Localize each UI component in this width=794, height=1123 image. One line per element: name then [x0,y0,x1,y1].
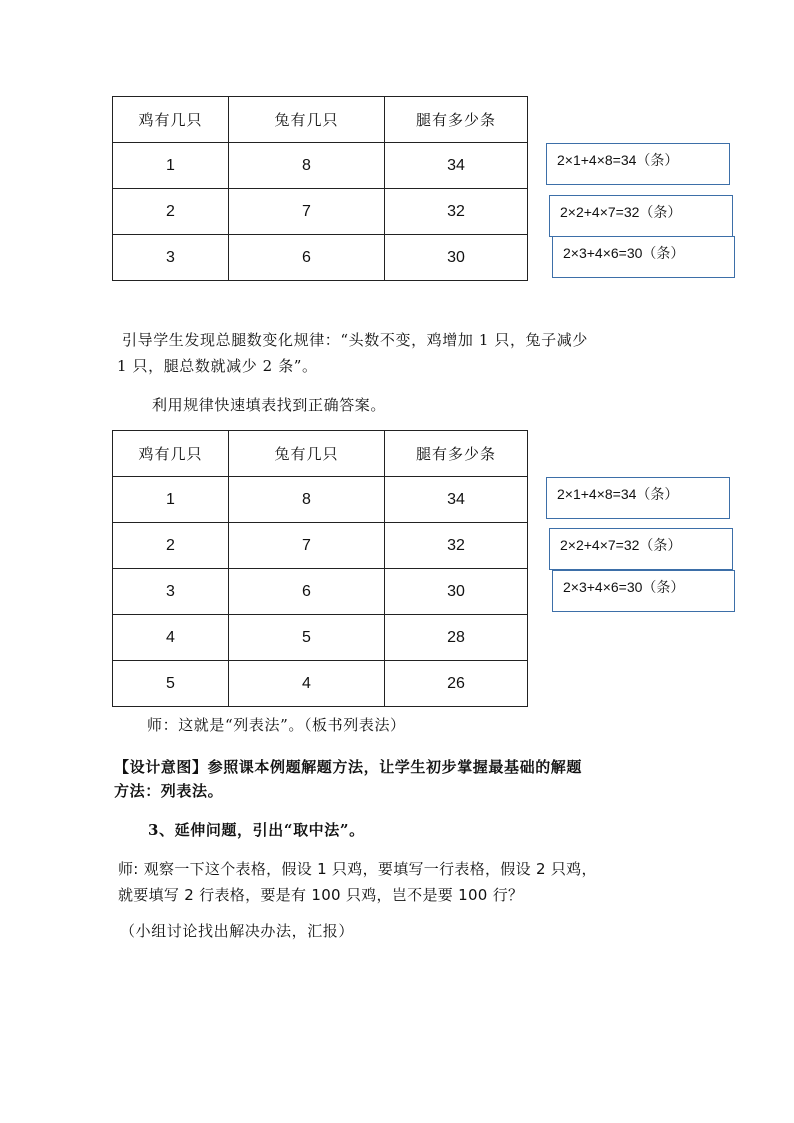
cell-rabbits: 7 [229,523,385,569]
cell-chickens: 2 [113,189,229,235]
cell-chickens: 3 [113,235,229,281]
header-legs: 腿有多少条 [385,97,528,143]
cell-rabbits: 6 [229,569,385,615]
leg-count-table-1 [112,96,528,281]
formula-box: 2×1+4×8=34（条） [546,477,730,519]
formula-box: 2×2+4×7=32（条） [549,195,733,237]
group-discussion-text: （小组讨论找出解决办法，汇报） [120,922,355,940]
table-header-row [113,431,528,477]
header-rabbits: 兔有几只 [229,431,385,477]
cell-rabbits: 8 [229,143,385,189]
formula-box: 2×2+4×7=32（条） [549,528,733,570]
formula-box: 2×3+4×6=30（条） [552,570,735,612]
guide-text-line1: 引导学生发现总腿数变化规律：“头数不变，鸡增加 1 只，兔子减少 [122,331,588,349]
header-rabbits: 兔有几只 [229,97,385,143]
cell-rabbits: 8 [229,477,385,523]
cell-rabbits: 7 [229,189,385,235]
cell-chickens: 1 [113,143,229,189]
cell-rabbits: 5 [229,615,385,661]
cell-chickens: 2 [113,523,229,569]
cell-rabbits: 6 [229,235,385,281]
teacher-list-method-text: 师：这就是“列表法”。（板书列表法） [147,716,406,734]
table-row [113,661,528,707]
design-intent-line1: 【设计意图】参照课本例题解题方法，让学生初步掌握最基础的解题 [114,758,583,776]
fill-quick-text: 利用规律快速填表找到正确答案。 [152,396,387,414]
cell-legs: 32 [385,189,528,235]
table-row [113,523,528,569]
leg-count-table-2 [112,430,528,707]
table-row [113,569,528,615]
cell-chickens: 4 [113,615,229,661]
cell-legs: 34 [385,143,528,189]
table-row [113,143,528,189]
formula-box: 2×3+4×6=30（条） [552,236,735,278]
cell-chickens: 1 [113,477,229,523]
cell-rabbits: 4 [229,661,385,707]
header-legs: 腿有多少条 [385,431,528,477]
design-intent-line2: 方法：列表法。 [114,782,224,800]
cell-chickens: 5 [113,661,229,707]
cell-legs: 30 [385,235,528,281]
table-header-row [113,97,528,143]
cell-legs: 28 [385,615,528,661]
table-row [113,477,528,523]
cell-legs: 30 [385,569,528,615]
table-row [113,235,528,281]
section-3-heading: 3、延伸问题，引出“取中法”。 [148,821,365,839]
table-row [113,189,528,235]
formula-box: 2×1+4×8=34（条） [546,143,730,185]
cell-legs: 32 [385,523,528,569]
cell-legs: 26 [385,661,528,707]
observe-text-line2: 就要填写 2 行表格，要是有 100 只鸡，岂不是要 100 行？ [118,886,524,904]
cell-chickens: 3 [113,569,229,615]
observe-text-line1: 师: 观察一下这个表格，假设 1 只鸡，要填写一行表格，假设 2 只鸡， [118,860,597,878]
header-chickens: 鸡有几只 [113,431,229,477]
cell-legs: 34 [385,477,528,523]
header-chickens: 鸡有几只 [113,97,229,143]
guide-text-line2: 1 只，腿总数就减少 2 条”。 [117,357,318,375]
table-row [113,615,528,661]
